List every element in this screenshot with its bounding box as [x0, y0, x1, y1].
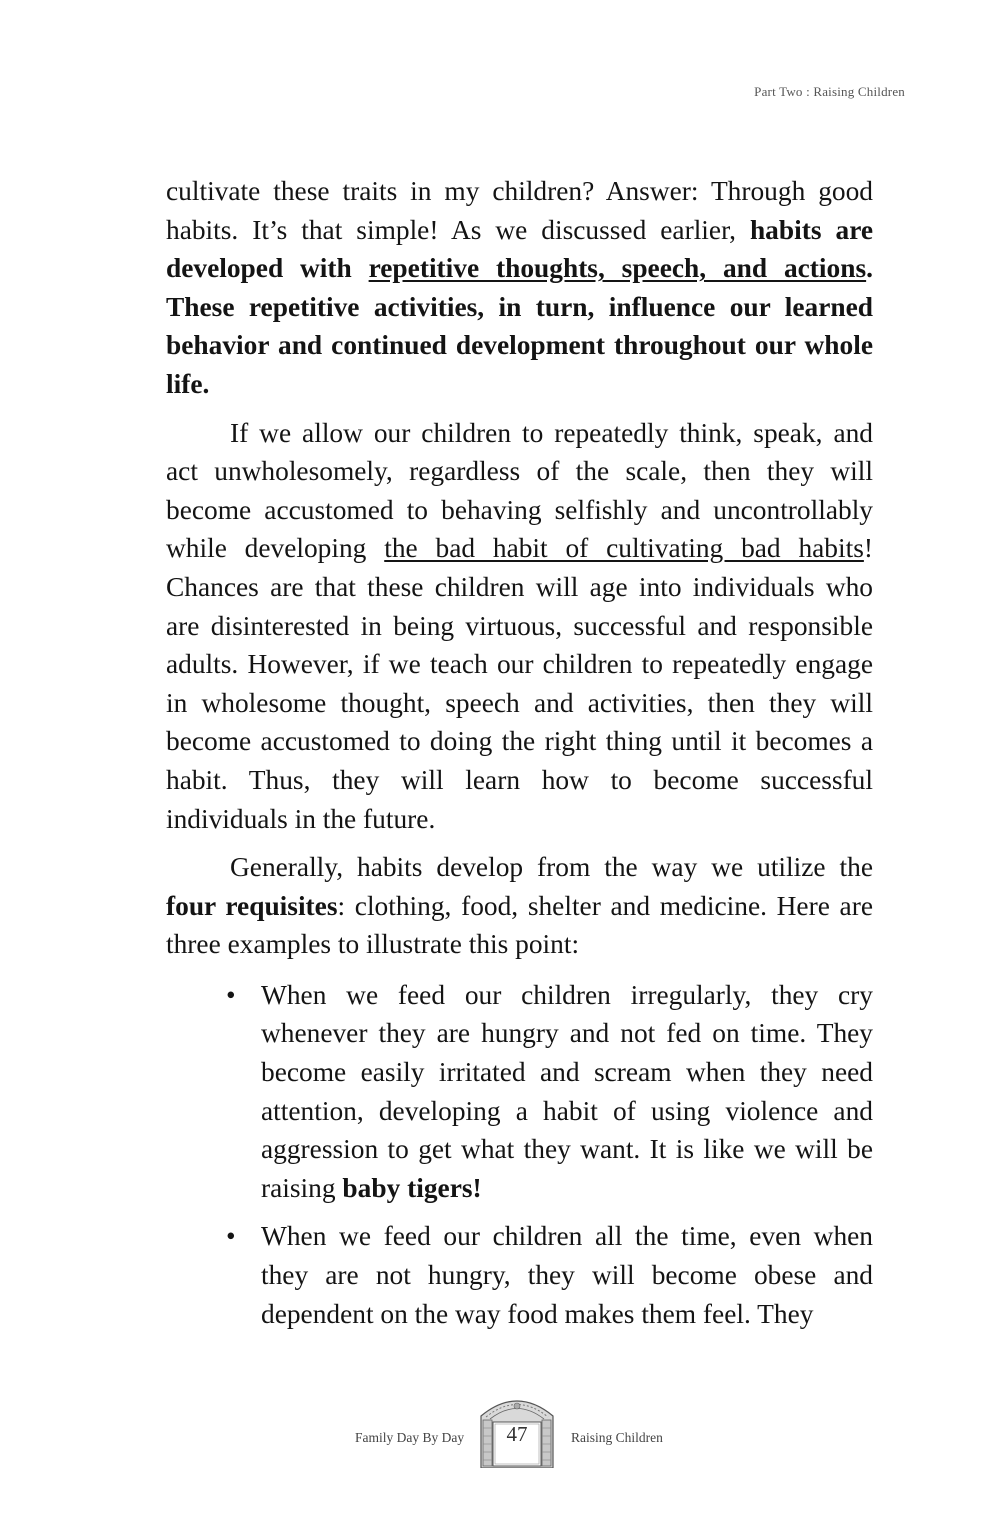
p1-bold-2: . These repetitive activities, in turn, influence our learned behavior and continued development throughout our whole life. — [166, 253, 873, 399]
p3-bold: four requisites — [166, 890, 338, 921]
p3-text-1: Generally, habits develop from the way we utilize the — [230, 852, 873, 883]
paragraph-3 — [166, 848, 873, 964]
p2-underline: the bad habit of cultivating bad habits — [384, 533, 864, 564]
bullet-1-bold: baby tigers! — [342, 1172, 482, 1203]
bullet-1-text: When we feed our children irregularly, they cry whenever they are hungry and not fed on time. They become easily irritated and scream when they need attention, developing a habit of using violence and aggression to get what they want. It is like we will be raising — [261, 979, 873, 1203]
paragraph-1 — [166, 172, 873, 404]
paragraph-2 — [166, 414, 873, 839]
bullet-item-1 — [261, 976, 873, 1208]
footer-book-title: Family Day By Day — [355, 1430, 465, 1445]
p3-text-2: : clothing, food, shelter and medicine. Here are three examples to illustrate this point: — [166, 890, 873, 960]
bullet-2-text: When we feed our children all the time, even when they are not hungry, they will become obese and dependent on the way food makes them feel. They — [261, 1221, 873, 1329]
page-footer — [0, 1384, 1000, 1474]
running-head: Part Two : Raising Children — [754, 84, 905, 99]
p1-bold-1: habits are developed with — [166, 214, 874, 284]
page-number: 47 — [506, 1422, 528, 1446]
p1-text: cultivate these traits in my children? Answer: Through good habits. It’s that simple! As we discussed earlier, — [166, 176, 873, 245]
p2-text-1: If we allow our children to repeatedly think, speak, and act unwholesomely, regardless of the scale, then they will become accustomed to behaving selfishly and uncontrollably while developing — [166, 417, 873, 564]
bullet-list — [166, 976, 873, 1333]
bullet-item-2 — [261, 1217, 873, 1333]
p1-bold-underline: repetitive thoughts, speech, and actions — [368, 253, 867, 284]
footer-section-title: Raising Children — [571, 1430, 663, 1445]
p2-text-2: ! Chances are that these children will age into individuals who are disinterested in being virtuous, successful and responsible adults. However, if we teach our children to repeatedly engage in wholesome thought, speech and activities, then they will become accustomed to doing the right thing until it becomes a habit. Thus, they will learn how to become successful individuals in the future. — [166, 533, 873, 834]
body-text — [166, 172, 873, 1343]
